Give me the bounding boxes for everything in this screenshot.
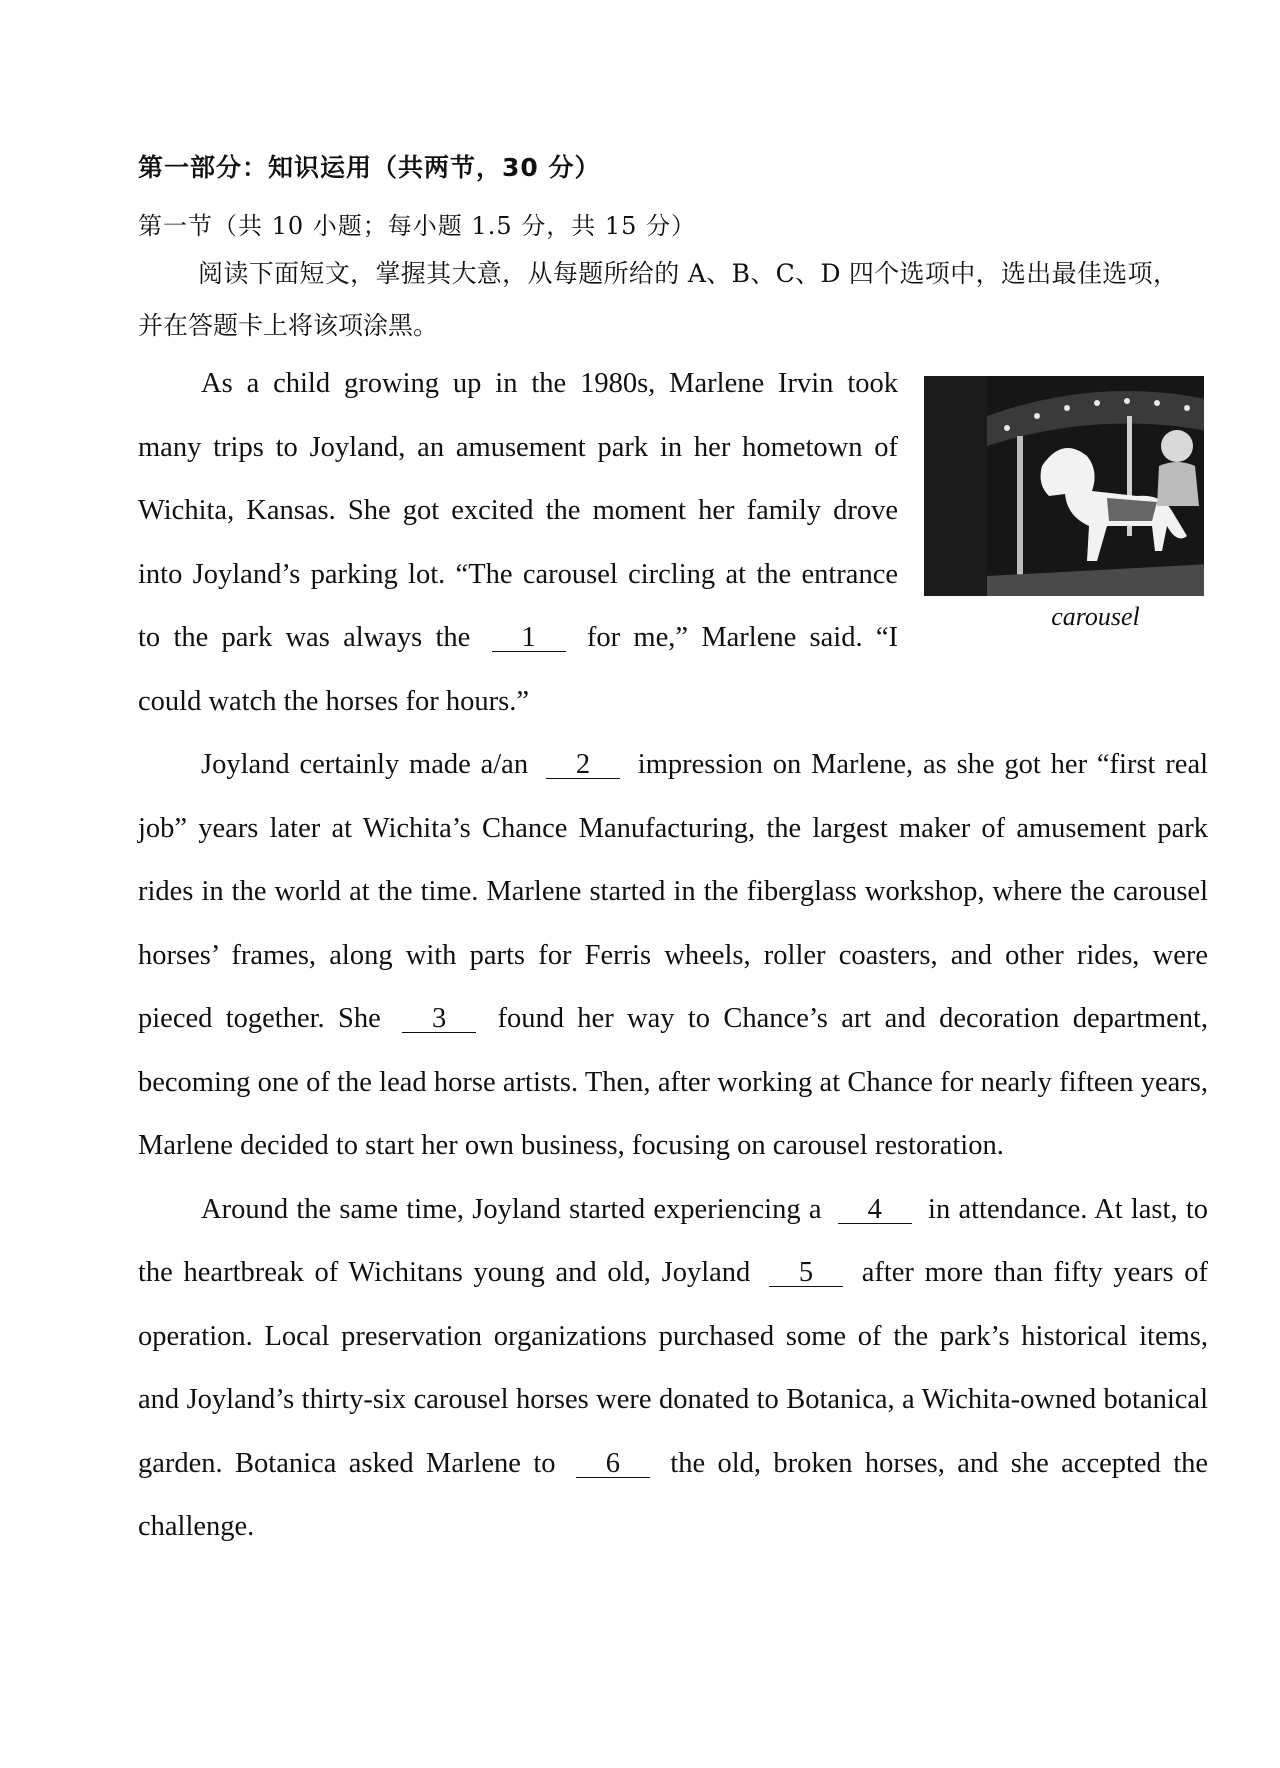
p3-text-a: Around the same time, Joyland started experiencing a — [201, 1193, 822, 1225]
figure-caption: carousel — [1051, 602, 1140, 631]
paragraph-3 — [138, 1178, 1208, 1559]
blank-5: 5 — [769, 1260, 843, 1287]
p1-text-b: for me,” Marlene said. “I could watch the horses for hours.” — [138, 622, 899, 717]
p3-text-c: after more than fifty years of operation. Local preservation organizations purchased some of the park’s historical items, and Joyland’s thirty-six carousel horses were donated to Botanica, a Wichita-owned botanical garden. Botanica asked Marlene to — [138, 1257, 1209, 1479]
p1-text-a: As a child growing up in the 1980s, Marlene Irvin took many trips to Joyland, an amusement park in her hometown of Wichita, Kansas. She got excited the moment her family drove into Joyland’s parking lot. “The carousel circling at the entrance to the park was always the — [138, 368, 898, 653]
blank-6: 6 — [576, 1451, 650, 1478]
carousel-figure — [924, 376, 1204, 632]
passage — [138, 352, 1208, 1559]
p2-text-b: impression on Marlene, as she got her “first real job” years later at Wichita’s Chance Manufacturing, the largest maker of amusement park rides in the world at the time. Marlene started in the fiberglass workshop, where the carousel horses’ frames, along with parts for Ferris wheels, roller coasters, and other rides, were pieced together. She — [138, 749, 1209, 1034]
instruction-text: 阅读下面短文，掌握其大意，从每题所给的 A、B、C、D 四个选项中，选出最佳选项，并在答题卡上将该项涂黑。 — [138, 259, 1178, 340]
blank-2: 2 — [546, 752, 620, 779]
paragraph-1 — [138, 352, 1208, 733]
p3-text-d: the old, broken horses, and she accepted the challenge. — [138, 1447, 1209, 1542]
p2-text-a: Joyland certainly made a/an — [201, 749, 529, 780]
blank-1: 1 — [492, 625, 566, 652]
section-title: 第一节（共 10 小题；每小题 1.5 分，共 15 分） — [138, 212, 697, 240]
paragraph-2 — [138, 733, 1208, 1178]
blank-3: 3 — [402, 1006, 476, 1033]
blank-4: 4 — [838, 1197, 912, 1224]
part-title: 第一部分：知识运用（共两节，30 分） — [138, 153, 601, 182]
carousel-photo-icon — [924, 376, 1204, 596]
p2-text-c: found her way to Chance’s art and decoration department, becoming one of the lead horse artists. Then, after working at Chance for nearly fifteen years, Marlene decided to start her own business, focusing on carousel restoration. — [138, 1003, 1209, 1161]
p3-text-b: in attendance. At last, to the heartbreak of Wichitans young and old, Joyland — [138, 1193, 1208, 1288]
